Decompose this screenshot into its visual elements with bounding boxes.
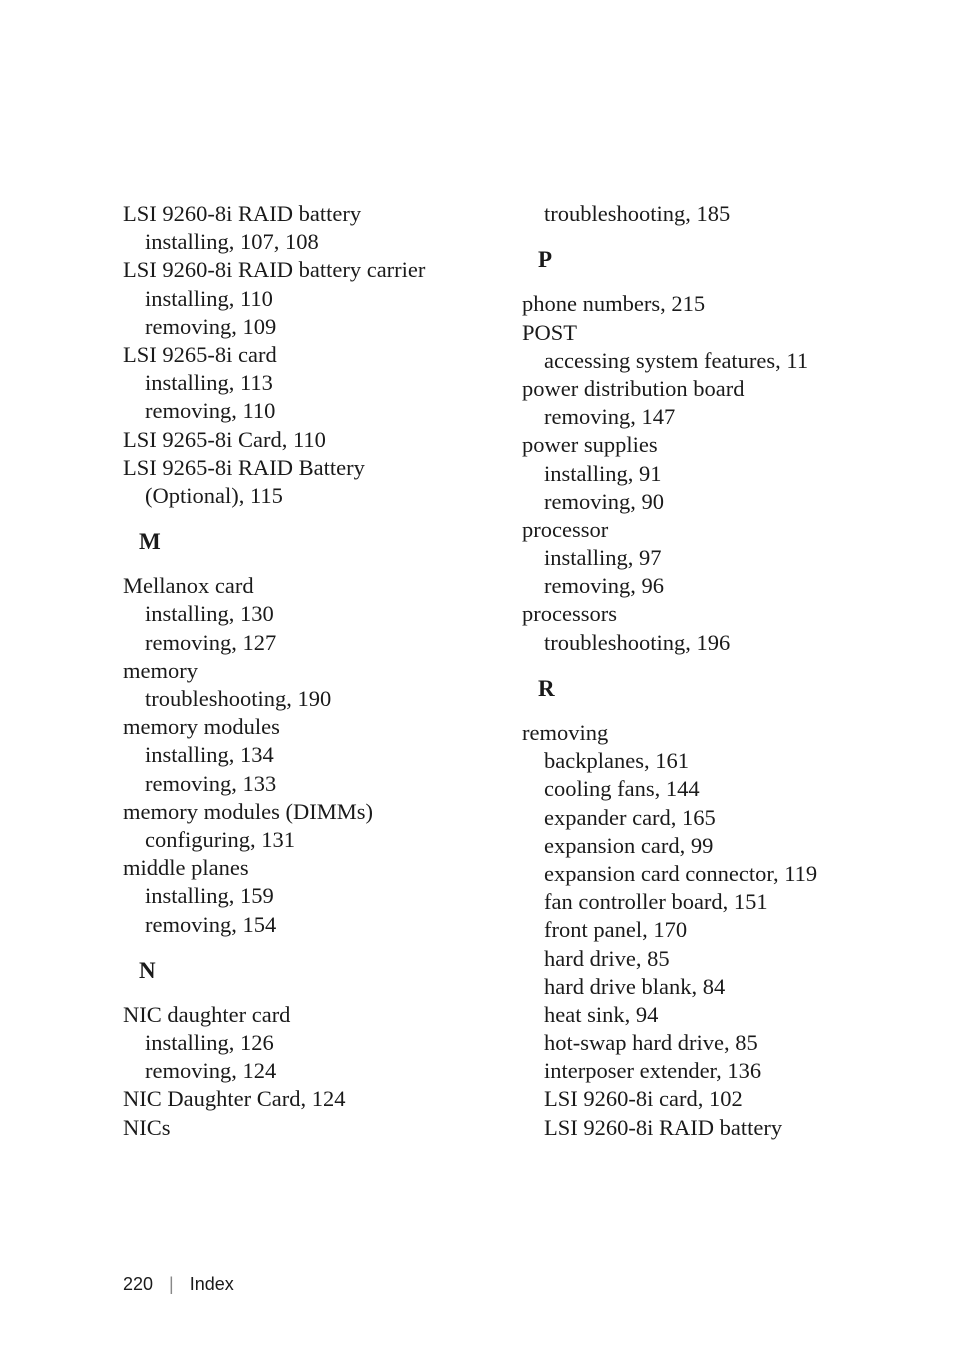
index-entry: Mellanox card (123, 573, 254, 599)
index-subentry: installing, 130 (145, 601, 274, 627)
index-subentry: removing, 110 (145, 398, 276, 424)
index-subentry: installing, 110 (145, 285, 273, 311)
index-subentry: removing, 147 (544, 404, 676, 430)
index-subentry: removing, 133 (145, 770, 277, 796)
index-section-letter: M (139, 529, 161, 555)
page-number: 220 (123, 1274, 154, 1294)
page-footer (123, 1272, 234, 1296)
index-entry: NICs (123, 1114, 171, 1140)
index-column-left (123, 200, 483, 1142)
index-subentry: installing, 159 (145, 883, 274, 909)
index-entry: LSI 9260-8i RAID battery carrier (123, 257, 426, 283)
index-subentry: backplanes, 161 (544, 748, 689, 774)
footer-section-title: Index (189, 1274, 234, 1294)
index-subentry: expansion card connector, 119 (544, 860, 818, 886)
index-subentry: accessing system features, 11 (544, 347, 809, 373)
index-subentry: front panel, 170 (544, 917, 688, 943)
index-entry: middle planes (123, 855, 249, 881)
index-entry: power supplies (522, 432, 658, 458)
index-subentry: fan controller board, 151 (544, 889, 768, 915)
index-entry: NIC daughter card (123, 1001, 291, 1027)
index-entry: POST (522, 319, 578, 345)
index-subentry: installing, 107, 108 (145, 229, 319, 255)
index-entry: processor (522, 516, 609, 542)
index-column-right (522, 200, 902, 1142)
index-subentry: installing, 91 (544, 460, 662, 486)
index-subentry: removing, 127 (145, 629, 277, 655)
footer-separator: | (169, 1274, 174, 1294)
index-entry: LSI 9260-8i RAID battery (123, 201, 362, 226)
index-entry: memory modules (123, 714, 280, 740)
index-entry: memory (123, 657, 198, 683)
index-subentry: removing, 124 (145, 1058, 277, 1084)
index-section-letter: P (538, 247, 553, 273)
index-subentry: cooling fans, 144 (544, 776, 700, 802)
index-subentry: heat sink, 94 (544, 1001, 659, 1027)
index-subentry: installing, 134 (145, 742, 274, 768)
index-subentry: removing, 96 (544, 573, 664, 599)
index-entry: removing (522, 720, 609, 745)
index-subentry: removing, 154 (145, 911, 277, 937)
index-subentry: (Optional), 115 (145, 482, 283, 508)
index-subentry: hard drive, 85 (544, 945, 670, 971)
index-entry: processors (522, 601, 617, 627)
index-entry: memory modules (DIMMs) (123, 798, 373, 824)
index-entry: LSI 9265-8i Card, 110 (123, 426, 326, 452)
index-subentry: installing, 126 (145, 1030, 274, 1056)
index-subentry: hot-swap hard drive, 85 (544, 1030, 758, 1056)
index-subentry: expander card, 165 (544, 804, 716, 830)
index-subentry: removing, 90 (544, 488, 664, 514)
index-subentry: expansion card, 99 (544, 832, 714, 858)
index-subentry: installing, 97 (544, 545, 662, 571)
index-subentry: LSI 9260-8i RAID battery (544, 1114, 783, 1140)
index-subentry: troubleshooting, 185 (544, 201, 731, 226)
index-section-letter: N (139, 957, 156, 983)
index-entry: NIC Daughter Card, 124 (123, 1086, 346, 1112)
index-entry: phone numbers, 215 (522, 291, 706, 317)
index-subentry: removing, 109 (145, 313, 277, 339)
index-subentry: hard drive blank, 84 (544, 973, 726, 999)
index-subentry: troubleshooting, 196 (544, 629, 731, 655)
index-subentry: LSI 9260-8i card, 102 (544, 1086, 743, 1112)
index-subentry: troubleshooting, 190 (145, 686, 332, 711)
index-entry: LSI 9265-8i card (123, 341, 277, 367)
index-entry: power distribution board (522, 375, 745, 401)
index-entry: LSI 9265-8i RAID Battery (123, 454, 365, 480)
index-section-letter: R (538, 675, 555, 701)
index-subentry: interposer extender, 136 (544, 1058, 762, 1084)
index-subentry: installing, 113 (145, 370, 273, 396)
index-subentry: configuring, 131 (145, 826, 295, 852)
